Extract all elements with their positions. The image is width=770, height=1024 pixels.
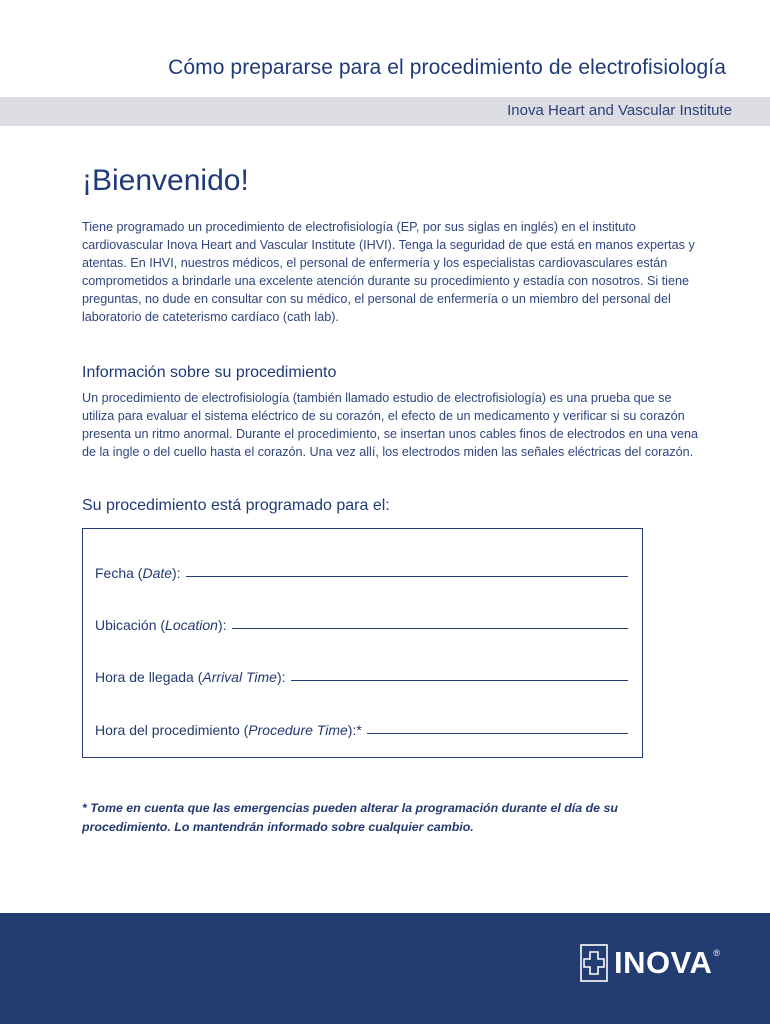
procedure-time-field[interactable] xyxy=(95,722,628,738)
date-field[interactable] xyxy=(95,565,628,581)
organization-name: Inova Heart and Vascular Institute xyxy=(507,102,732,119)
procedure-time-field-label: Hora del procedimiento (Procedure Time):* xyxy=(95,722,362,738)
location-field[interactable] xyxy=(95,617,628,633)
arrival-time-field[interactable] xyxy=(95,669,628,685)
date-fill-line[interactable] xyxy=(186,576,628,577)
organization-band xyxy=(0,97,770,126)
date-field-label: Fecha (Date): xyxy=(95,565,181,581)
arrival-time-field-label: Hora de llegada (Arrival Time): xyxy=(95,669,286,685)
inova-logo xyxy=(580,944,720,982)
welcome-heading: ¡Bienvenido! xyxy=(82,164,249,197)
emergency-note: * Tome en cuenta que las emergencias pueden alterar la programación durante el día de su procedimiento. Lo mantendrán informado sobre cualquier cambio. xyxy=(82,801,618,834)
welcome-paragraph: Tiene programado un procedimiento de electrofisiología (EP, por sus siglas en inglés) en el instituto cardiovascular Inova Heart and Vascular Institute (IHVI). Tenga la seguridad de que está en manos expertas y atentas. En IHVI, nuestros médicos, el personal de enfermería y los especialistas cardiovasculares están comprometidos a brindarle una excelente atención durante su procedimiento y estadía con nosotros. Si tiene preguntas, no dude en consultar con su médico, el personal de enfermería o un miembro del personal del laboratorio de cateterismo cardíaco (cath lab). xyxy=(82,220,695,324)
procedure-info-heading: Información sobre su procedimiento xyxy=(82,364,337,381)
procedure-info-paragraph: Un procedimiento de electrofisiología (también llamado estudio de electrofisiología) es una prueba que se utiliza para evaluar el sistema eléctrico de su corazón, el efecto de un medicamento y verificar si su corazón presenta un ritmo anormal. Durante el procedimiento, se insertan unos cables finos de electrodos en una vena de la ingle o del cuello hasta el corazón. Una vez allí, los electrodos miden las señales eléctricas del corazón. xyxy=(82,391,699,459)
arrival-time-fill-line[interactable] xyxy=(291,680,628,681)
inova-cross-logo-icon xyxy=(580,944,608,982)
document-title: Cómo prepararse para el procedimiento de electrofisiología xyxy=(168,56,726,79)
registered-mark: ® xyxy=(713,948,720,958)
location-fill-line[interactable] xyxy=(232,628,628,629)
schedule-heading: Su procedimiento está programado para el: xyxy=(82,497,390,514)
footer-band xyxy=(0,913,770,1024)
procedure-time-fill-line[interactable] xyxy=(367,733,628,734)
schedule-form-box xyxy=(82,528,643,758)
inova-logo-text: INOVA xyxy=(613,945,713,980)
location-field-label: Ubicación (Location): xyxy=(95,617,227,633)
